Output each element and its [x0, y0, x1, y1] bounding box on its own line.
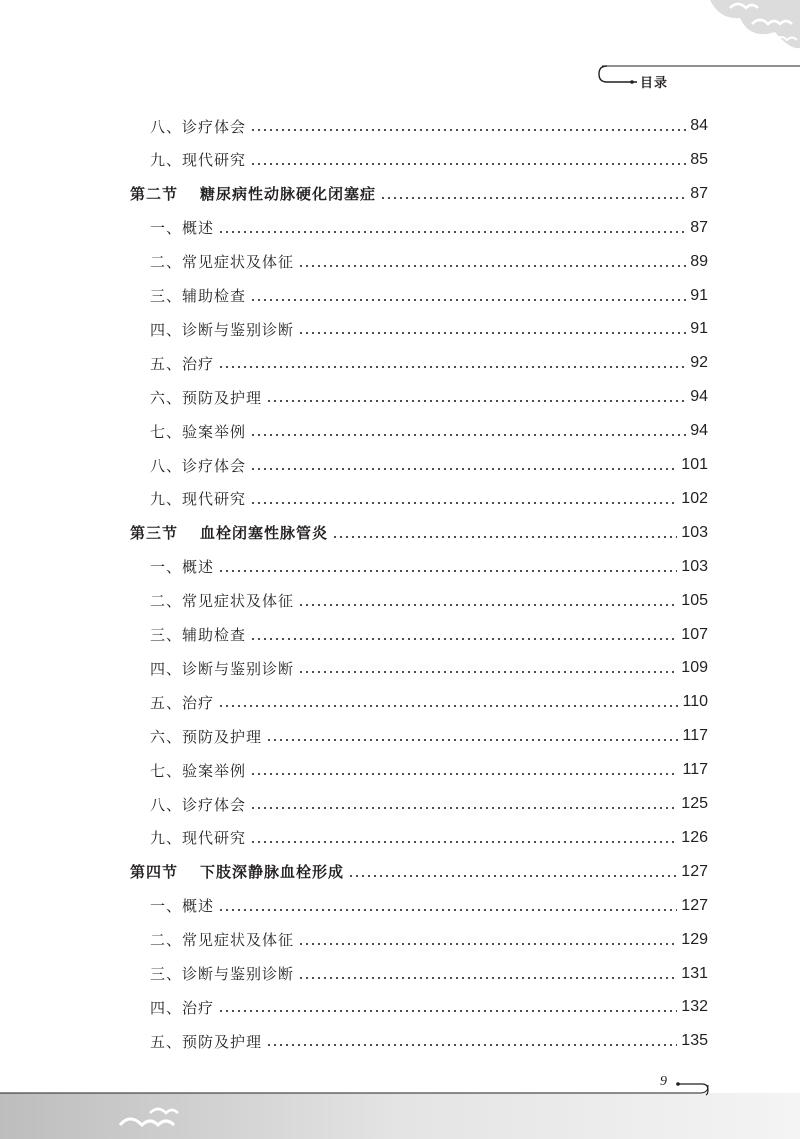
cloud-ornament-icon [680, 0, 800, 70]
dot-leader [250, 299, 686, 301]
dot-leader [250, 638, 677, 640]
toc-page-number: 91 [690, 320, 708, 338]
dot-leader [218, 570, 677, 572]
toc-entry-title: 九、现代研究 [150, 829, 247, 848]
toc-entry-title: 四、诊断与鉴别诊断 [150, 320, 295, 339]
toc-entry-title: 六、预防及护理 [150, 727, 263, 746]
dot-leader [298, 265, 686, 267]
toc-section-entry[interactable] [130, 517, 708, 549]
dot-leader [218, 705, 678, 707]
toc-entry-title: 八、诊疗体会 [150, 456, 247, 475]
toc-entry-title: 一、概述 [150, 897, 215, 916]
dot-leader [218, 1010, 677, 1012]
toc-page-number: 110 [682, 693, 708, 711]
dot-leader [250, 807, 677, 809]
toc-entry-title: 一、概述 [150, 558, 215, 577]
dot-leader [250, 773, 678, 775]
toc-entry-title: 二、常见症状及体征 [150, 253, 295, 272]
header-rule [597, 64, 800, 86]
toc-entry-title: 五、治疗 [150, 354, 215, 373]
toc-entry-title: 六、预防及护理 [150, 388, 263, 407]
toc-entry[interactable] [150, 551, 708, 583]
toc-entry[interactable] [150, 788, 708, 820]
toc-entry-title: 四、诊断与鉴别诊断 [150, 659, 295, 678]
toc-page-number: 129 [681, 930, 708, 948]
toc-page-number: 107 [681, 625, 708, 643]
toc-page-number: 132 [681, 998, 708, 1016]
running-header-title: 目录 [640, 76, 669, 91]
toc-entry-title: 九、现代研究 [150, 490, 247, 509]
page-number: 9 [660, 1074, 667, 1089]
dot-leader [298, 671, 677, 673]
toc-entry[interactable] [150, 619, 708, 651]
toc-page-number: 85 [690, 150, 708, 168]
toc-entry-title: 下肢深静脉血栓形成 [200, 863, 345, 882]
toc-entry-title: 二、常见症状及体征 [150, 592, 295, 611]
toc-entry-title: 九、现代研究 [150, 151, 247, 170]
dot-leader [218, 909, 677, 911]
toc-entry[interactable] [150, 415, 708, 447]
toc-entry[interactable] [150, 1025, 708, 1057]
dot-leader [250, 129, 686, 131]
toc-page-number: 91 [690, 286, 708, 304]
toc-page-number: 94 [690, 422, 708, 440]
dot-leader [218, 366, 686, 368]
toc-entry[interactable] [150, 212, 708, 244]
dot-leader [298, 332, 686, 334]
toc-entry[interactable] [150, 958, 708, 990]
dot-leader [332, 536, 677, 538]
toc-entry[interactable] [150, 246, 708, 278]
toc-page-number: 117 [682, 761, 708, 779]
toc-entry[interactable] [150, 754, 708, 786]
dot-leader [298, 604, 677, 606]
toc-page-number: 126 [681, 828, 708, 846]
toc-entry-title: 八、诊疗体会 [150, 117, 247, 136]
toc-section-number: 第三节 [130, 524, 179, 543]
dot-leader [266, 739, 678, 741]
dot-leader [380, 197, 686, 199]
toc-entry-title: 糖尿病性动脉硬化闭塞症 [200, 185, 377, 204]
toc-page-number: 84 [690, 117, 708, 134]
toc-entry-title: 一、概述 [150, 219, 215, 238]
dot-leader [250, 841, 677, 843]
dot-leader [298, 943, 677, 945]
toc-entry[interactable] [150, 890, 708, 922]
dot-leader [266, 400, 686, 402]
toc-page-number: 103 [681, 557, 708, 575]
toc-entry-title: 七、验案举例 [150, 422, 247, 441]
toc-page-number: 102 [681, 489, 708, 507]
toc-page-number: 131 [681, 964, 708, 982]
toc-page-number: 125 [681, 795, 708, 812]
toc-entry[interactable] [150, 686, 708, 718]
toc-section-entry[interactable] [130, 856, 708, 888]
toc-page-number: 105 [681, 591, 708, 609]
toc-entry-title: 三、辅助检查 [150, 287, 247, 305]
toc-page-number: 109 [681, 659, 708, 677]
dot-leader [298, 977, 677, 979]
toc-entry[interactable] [150, 652, 708, 684]
toc-entry-title: 四、治疗 [150, 998, 215, 1017]
toc-entry[interactable] [150, 720, 708, 752]
dot-leader [250, 468, 677, 470]
dot-leader [218, 231, 686, 233]
toc-entry-title: 五、治疗 [150, 693, 215, 712]
toc-page-number: 87 [690, 218, 708, 236]
toc-entry-title: 八、诊疗体会 [150, 795, 247, 814]
toc-section-number: 第二节 [130, 185, 179, 204]
toc-section-number: 第四节 [130, 863, 179, 882]
toc-entry-title: 三、诊断与鉴别诊断 [150, 965, 295, 983]
toc-entry-title: 血栓闭塞性脉管炎 [200, 524, 329, 543]
toc-entry[interactable] [150, 991, 708, 1023]
toc-page-number: 89 [690, 252, 708, 270]
toc-section-entry[interactable] [130, 178, 708, 210]
toc-page-number: 94 [690, 388, 708, 406]
toc-page-number: 87 [690, 184, 708, 202]
toc-entry[interactable] [150, 110, 708, 142]
dot-leader [250, 502, 677, 504]
toc-page-number: 103 [681, 523, 708, 541]
toc-entry[interactable] [150, 449, 708, 481]
toc-page-number: 127 [681, 862, 708, 880]
toc-entry[interactable] [150, 381, 708, 413]
toc-page-number: 101 [681, 456, 708, 473]
toc-page-number: 117 [682, 727, 708, 745]
toc-entry[interactable] [150, 280, 708, 312]
toc-page-number: 92 [690, 354, 708, 372]
toc-entry[interactable] [150, 822, 708, 854]
dot-leader [250, 163, 686, 165]
toc-entry[interactable] [150, 585, 708, 617]
toc-entry[interactable] [150, 483, 708, 515]
toc-page-number: 135 [681, 1032, 708, 1050]
toc-entry-title: 二、常见症状及体征 [150, 931, 295, 950]
dot-leader [250, 434, 686, 436]
toc-entry[interactable] [150, 313, 708, 345]
dot-leader [266, 1044, 677, 1046]
toc-entry[interactable] [150, 347, 708, 379]
footer-bracket [672, 1076, 712, 1096]
toc-entry[interactable] [150, 924, 708, 956]
toc-entry-title: 五、预防及护理 [150, 1032, 263, 1051]
toc-entry-title: 七、验案举例 [150, 761, 247, 780]
toc-entry[interactable] [150, 144, 708, 176]
toc-entry-title: 三、辅助检查 [150, 626, 247, 644]
dot-leader [348, 875, 677, 877]
toc-page-number: 127 [681, 896, 708, 914]
